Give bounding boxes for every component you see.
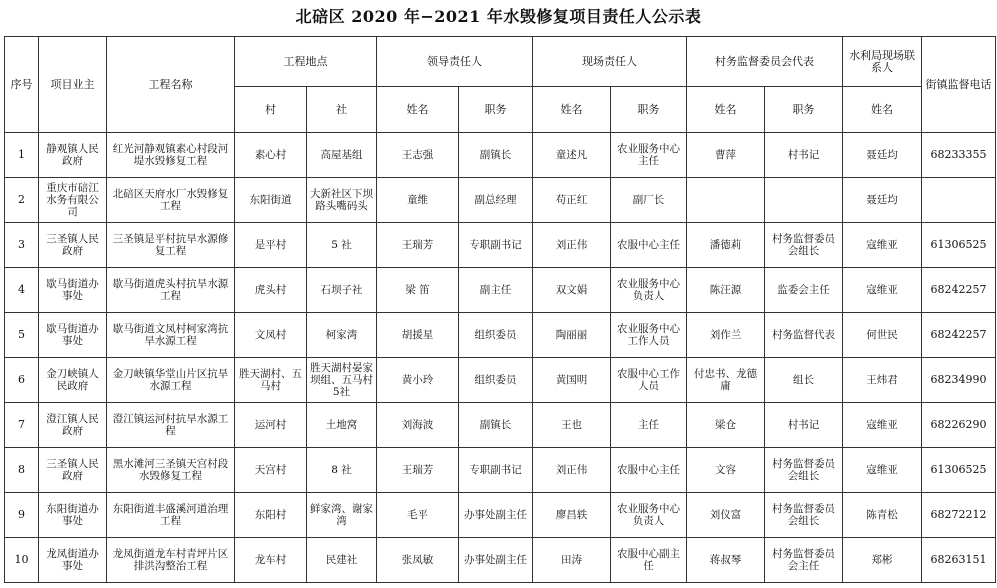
supervisor-name-cell: 刘作兰 [687,313,765,358]
onsite-title-cell: 主任 [611,403,687,448]
supervisor-name-cell: 潘德莉 [687,223,765,268]
village-cell: 天宫村 [235,448,307,493]
header-onsite-name: 姓名 [533,87,611,133]
water-contact-cell: 聂廷均 [843,178,922,223]
supervisor-title-cell: 组长 [765,358,843,403]
project-cell: 北碚区天府水厂水毁修复工程 [107,178,235,223]
table-row [5,538,996,583]
header-location: 工程地点 [235,37,377,87]
seq-cell: 7 [5,403,39,448]
phone-cell: 68263151 [922,538,996,583]
onsite-title-cell: 农业服务中心工作人员 [611,313,687,358]
seq-cell: 1 [5,133,39,178]
community-cell: 胜天湖村晏家坝组、五马村5社 [307,358,377,403]
table-row [5,403,996,448]
header-community: 社 [307,87,377,133]
header-seq: 序号 [5,37,39,133]
onsite-title-cell: 农服中心主任 [611,448,687,493]
seq-cell: 3 [5,223,39,268]
seq-cell: 2 [5,178,39,223]
owner-cell: 歇马街道办事处 [39,313,107,358]
table-row [5,448,996,493]
responsibility-table [4,36,996,583]
water-contact-cell: 寇维亚 [843,403,922,448]
community-cell: 大新社区下坝路头嘴码头 [307,178,377,223]
village-cell: 东阳村 [235,493,307,538]
supervisor-name-cell: 陈汪源 [687,268,765,313]
supervisor-title-cell: 村书记 [765,403,843,448]
phone-cell: 68242257 [922,313,996,358]
leader-title-cell: 组织委员 [459,358,533,403]
community-cell: 柯家湾 [307,313,377,358]
community-cell: 石坝子社 [307,268,377,313]
leader-name-cell: 刘海波 [377,403,459,448]
leader-name-cell: 王瑞芳 [377,223,459,268]
phone-cell: 68242257 [922,268,996,313]
village-cell: 是平村 [235,223,307,268]
leader-title-cell: 副主任 [459,268,533,313]
owner-cell: 龙凤街道办事处 [39,538,107,583]
village-cell: 胜天湖村、五马村 [235,358,307,403]
supervisor-title-cell [765,178,843,223]
water-contact-cell: 聂廷均 [843,133,922,178]
leader-title-cell: 办事处副主任 [459,493,533,538]
leader-title-cell: 专职副书记 [459,448,533,493]
phone-cell: 68234990 [922,358,996,403]
seq-cell: 9 [5,493,39,538]
project-cell: 澄江镇运河村抗旱水源工程 [107,403,235,448]
supervisor-name-cell: 梁仓 [687,403,765,448]
header-onsite: 现场责任人 [533,37,687,87]
table-row [5,313,996,358]
owner-cell: 澄江镇人民政府 [39,403,107,448]
leader-name-cell: 胡援星 [377,313,459,358]
header-supervisor: 村务监督委员会代表 [687,37,843,87]
header-supervisor-name: 姓名 [687,87,765,133]
onsite-title-cell: 农业服务中心负责人 [611,268,687,313]
supervisor-name-cell: 付忠书、龙德庸 [687,358,765,403]
supervisor-title-cell: 村务监督委员会主任 [765,538,843,583]
leader-title-cell: 组织委员 [459,313,533,358]
table-row [5,493,996,538]
table-row [5,133,996,178]
onsite-title-cell: 农业服务中心主任 [611,133,687,178]
community-cell: 8 社 [307,448,377,493]
water-contact-cell: 何世民 [843,313,922,358]
table-row [5,223,996,268]
supervisor-name-cell: 刘仪富 [687,493,765,538]
village-cell: 虎头村 [235,268,307,313]
onsite-title-cell: 农服中心副主任 [611,538,687,583]
water-contact-cell: 郑彬 [843,538,922,583]
onsite-name-cell: 廖昌轶 [533,493,611,538]
community-cell: 土地窝 [307,403,377,448]
leader-name-cell: 王志强 [377,133,459,178]
header-leader-name: 姓名 [377,87,459,133]
table-row [5,268,996,313]
page-title: 北碚区 2020 年−2021 年水毁修复项目责任人公示表 [295,7,702,26]
onsite-name-cell: 苟正红 [533,178,611,223]
water-contact-cell: 寇维亚 [843,223,922,268]
water-contact-cell: 寇维亚 [843,448,922,493]
phone-cell: 61306525 [922,448,996,493]
community-cell: 鲜家湾、谢家湾 [307,493,377,538]
supervisor-title-cell: 村务监督委员会组长 [765,448,843,493]
header-water-contact: 水利局现场联系人 [843,37,922,87]
onsite-name-cell: 田涛 [533,538,611,583]
header-row-1 [5,37,996,87]
header-leader-title: 职务 [459,87,533,133]
onsite-name-cell: 童述凡 [533,133,611,178]
supervisor-name-cell: 蒋叔琴 [687,538,765,583]
supervisor-title-cell: 村务监督委员会组长 [765,493,843,538]
project-cell: 三圣镇是平村抗旱水源修复工程 [107,223,235,268]
project-cell: 东阳街道丰盛溪河道治理工程 [107,493,235,538]
header-phone: 街镇监督电话 [922,37,996,133]
project-cell: 红光河静观镇素心村段河堤水毁修复工程 [107,133,235,178]
leader-name-cell: 梁 笛 [377,268,459,313]
community-cell: 高屋基组 [307,133,377,178]
onsite-name-cell: 陶丽丽 [533,313,611,358]
community-cell: 民建社 [307,538,377,583]
supervisor-title-cell: 村务监督代表 [765,313,843,358]
onsite-name-cell: 王也 [533,403,611,448]
onsite-name-cell: 刘正伟 [533,223,611,268]
water-contact-cell: 陈青松 [843,493,922,538]
header-onsite-title: 职务 [611,87,687,133]
leader-title-cell: 办事处副主任 [459,538,533,583]
onsite-title-cell: 副厂长 [611,178,687,223]
supervisor-title-cell: 监委会主任 [765,268,843,313]
supervisor-title-cell: 村务监督委员会组长 [765,223,843,268]
header-owner: 项目业主 [39,37,107,133]
village-cell: 东阳街道 [235,178,307,223]
owner-cell: 金刀峡镇人民政府 [39,358,107,403]
seq-cell: 8 [5,448,39,493]
leader-name-cell: 王瑞芳 [377,448,459,493]
table-row [5,358,996,403]
seq-cell: 6 [5,358,39,403]
header-water-name: 姓名 [843,87,922,133]
leader-title-cell: 专职副书记 [459,223,533,268]
leader-name-cell: 张凤敏 [377,538,459,583]
owner-cell: 三圣镇人民政府 [39,448,107,493]
onsite-title-cell: 农服中心主任 [611,223,687,268]
project-cell: 黑水滩河三圣镇天宫村段水毁修复工程 [107,448,235,493]
owner-cell: 静观镇人民政府 [39,133,107,178]
header-supervisor-title: 职务 [765,87,843,133]
owner-cell: 三圣镇人民政府 [39,223,107,268]
phone-cell [922,178,996,223]
supervisor-name-cell: 曹萍 [687,133,765,178]
onsite-name-cell: 黄国明 [533,358,611,403]
owner-cell: 东阳街道办事处 [39,493,107,538]
header-village: 村 [235,87,307,133]
phone-cell: 68226290 [922,403,996,448]
phone-cell: 61306525 [922,223,996,268]
onsite-name-cell: 刘正伟 [533,448,611,493]
community-cell: 5 社 [307,223,377,268]
owner-cell: 歇马街道办事处 [39,268,107,313]
header-project: 工程名称 [107,37,235,133]
seq-cell: 10 [5,538,39,583]
project-cell: 歇马街道文凤村柯家湾抗旱水源工程 [107,313,235,358]
project-cell: 金刀峡镇华堂山片区抗旱水源工程 [107,358,235,403]
phone-cell: 68233355 [922,133,996,178]
leader-name-cell: 毛平 [377,493,459,538]
leader-title-cell: 副总经理 [459,178,533,223]
supervisor-name-cell: 文容 [687,448,765,493]
project-cell: 龙凤街道龙车村青坪片区排洪沟整治工程 [107,538,235,583]
supervisor-name-cell [687,178,765,223]
water-contact-cell: 王炜君 [843,358,922,403]
seq-cell: 4 [5,268,39,313]
leader-name-cell: 黄小玲 [377,358,459,403]
header-leader: 领导责任人 [377,37,533,87]
village-cell: 龙车村 [235,538,307,583]
supervisor-title-cell: 村书记 [765,133,843,178]
onsite-title-cell: 农服中心工作人员 [611,358,687,403]
village-cell: 文凤村 [235,313,307,358]
village-cell: 运河村 [235,403,307,448]
water-contact-cell: 寇维亚 [843,268,922,313]
village-cell: 素心村 [235,133,307,178]
leader-name-cell: 童维 [377,178,459,223]
owner-cell: 重庆市碚江水务有限公司 [39,178,107,223]
project-cell: 歇马街道虎头村抗旱水源工程 [107,268,235,313]
phone-cell: 68272212 [922,493,996,538]
leader-title-cell: 副镇长 [459,403,533,448]
leader-title-cell: 副镇长 [459,133,533,178]
onsite-title-cell: 农业服务中心负责人 [611,493,687,538]
seq-cell: 5 [5,313,39,358]
onsite-name-cell: 双文娟 [533,268,611,313]
table-row [5,178,996,223]
